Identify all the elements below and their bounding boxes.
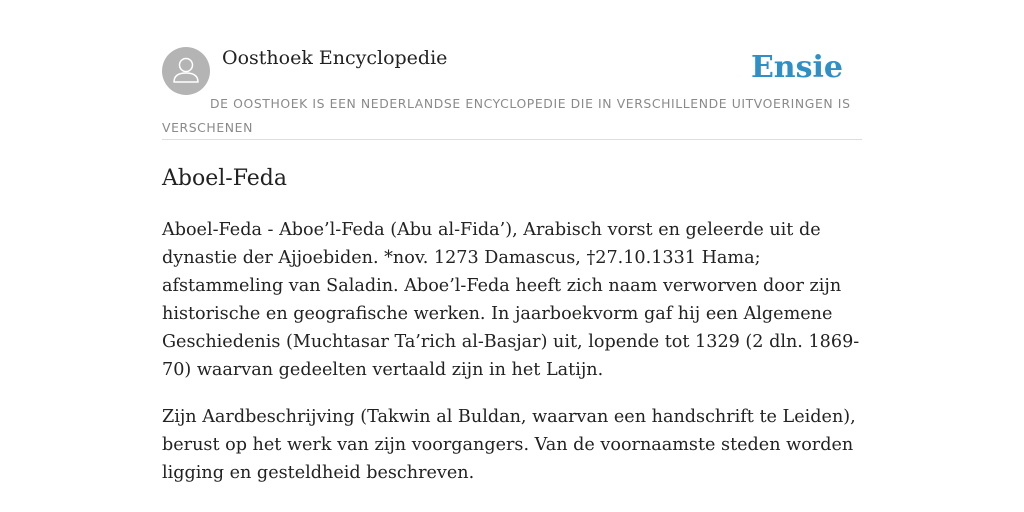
article-paragraph: Zijn Aardbeschrijving (Takwin al Buldan, waarvan een handschrift te Leiden), berust op het werk van zijn voorgangers. Van de voornaamste steden worden ligging en gesteldheid beschreven.	[162, 407, 856, 483]
brand-logo[interactable]: Ensie	[750, 50, 843, 85]
site-header	[162, 44, 862, 140]
article-paragraph: Aboel-Feda - Aboe’l-Feda (Abu al-Fida’), Arabisch vorst en geleerde uit de dynastie der Ajjoebiden. *nov. 1273 Damascus, †27.10.1331 Hama; afstammeling van Saladin. Aboe’l-Feda heeft zich naam verworven door zijn historische en geografische werken. In jaarboekvorm gaf hij een Algemene Geschiedenis (Muchtasar Ta’rich al-Basjar) uit, lopende tot 1329 (2 dln. 1869-70) waarvan gedeelten vertaald zijn in het Latijn.	[162, 220, 860, 380]
article-title: Aboel-Feda	[162, 166, 287, 191]
site-tagline: DE OOSTHOEK IS EEN NEDERLANDSE ENCYCLOPEDIE DIE IN VERSCHILLENDE UITVOERINGEN IS VERSCHENEN	[162, 96, 851, 135]
avatar[interactable]	[162, 47, 210, 95]
site-name[interactable]: Oosthoek Encyclopedie	[222, 47, 448, 69]
user-icon	[162, 47, 210, 95]
